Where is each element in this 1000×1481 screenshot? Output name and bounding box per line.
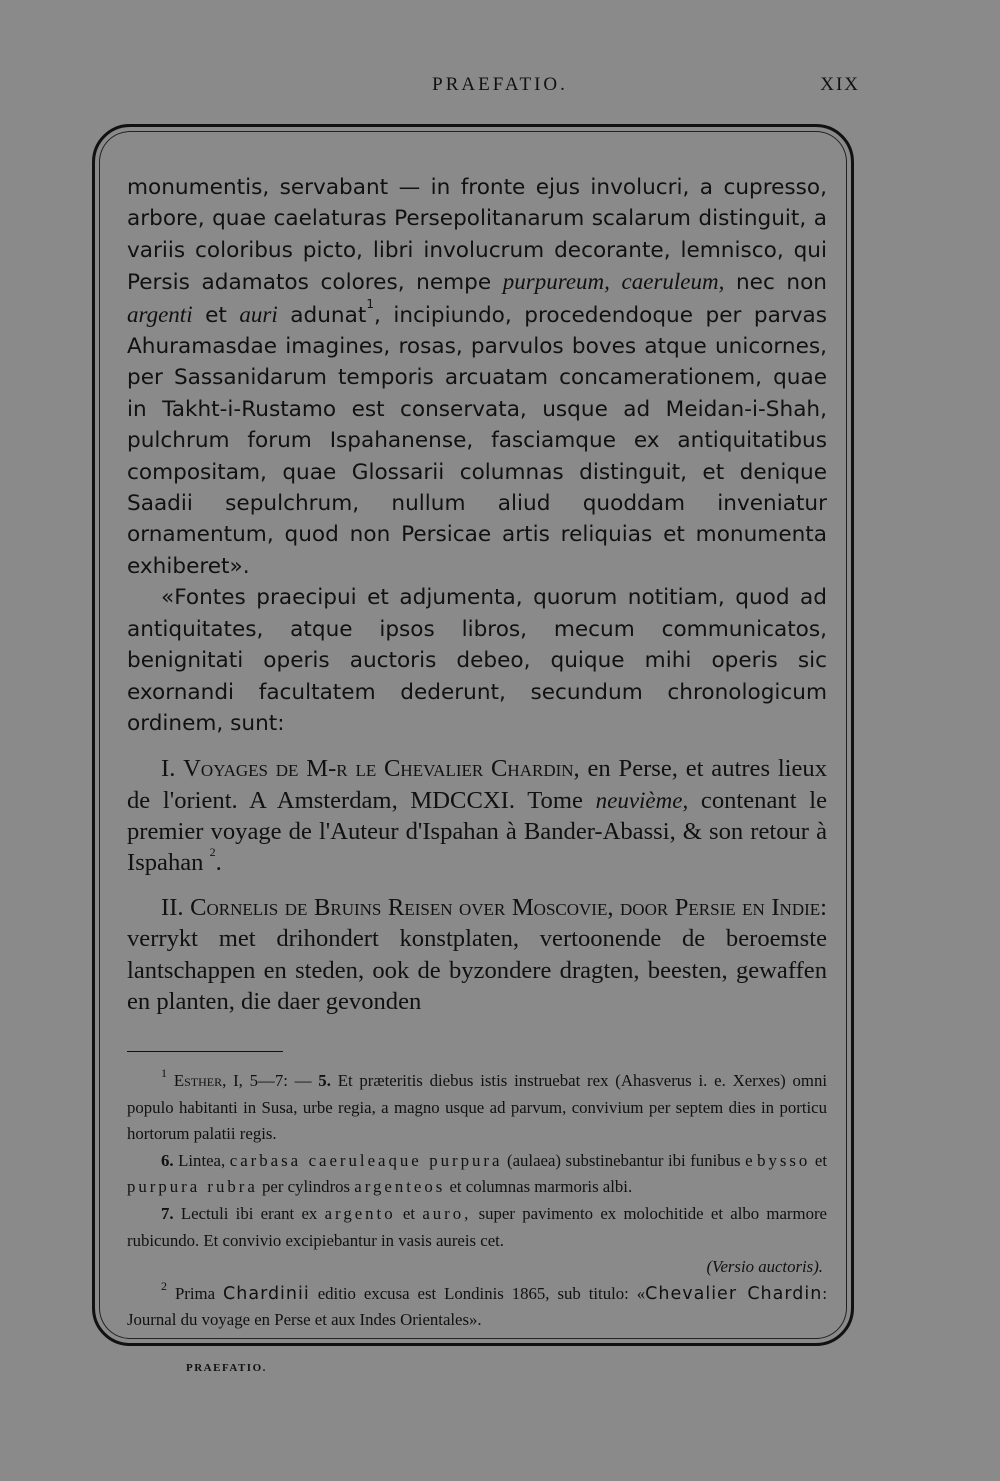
signature-mark: PRAEFATIO. xyxy=(186,1362,267,1374)
bibliography-entry-1: I. Voyages de M-r le Chevalier Chardin, en Perse, et autres lieux de l'orient. A Amsterdam, MDCCXI. Tome neuvième, contenant le premier voyage de l'Auteur d'Ispahan à Bander-Abassi, & son retour à Ispahan $^2$. xyxy=(127,755,827,876)
running-title: PRAEFATIO. xyxy=(432,74,568,95)
footnote-ref-1: 1 xyxy=(366,296,374,311)
paragraph-2: «Fontes praecipui et adjumenta, quorum notitiam, quod ad antiquitates, atque ipsos libros, mecum communicatos, benignitati operis auctoris debeo, quique mihi operis sic exornandi facultatem dederunt, secundum chronologicum ordinem, sunt: xyxy=(127,585,827,736)
paragraph-1: monumentis, servabant — in fronte ejus involucri, a cupresso, arbore, quae caelaturas Persepolitanarum scalarum distinguit, a variis coloribus picto, libri involucrum decorante, lemnisco, qui Persis adamatos colores, nempe purpureum, caeruleum, nec non argenti et auri adunat$^1$, incipiundo, procedendoque per parvas Ahuramasdae imagines, rosas, parvulos boves atque unicornes, per Sassanidarum temporis arcuatam concamerationem, quae in Takht-i-Rustamo est conservata, usque ad Meidan-i-Shah, pulchrum forum Ispahanense, fasciamque ex antiquitatibus compositam, quae Glossarii columnas distinguit, et denique Saadii sepulchrum, nullum aliud quoddam inveniatur ornamentum, quod non Persicae artis reliquias et monumenta exhiberet». xyxy=(127,175,828,579)
footnotes xyxy=(127,1065,828,1334)
page-header xyxy=(0,74,1000,100)
bibliography-entry-2: II. Cornelis de Bruins Reisen over Moscovie, door Persie en Indie: verrykt met drihondert konstplaten, vertoonende de beroemste lantschappen en steden, ook de byzondere dragten, beesten, gewaffen en planten, die daer gevonden xyxy=(127,894,827,1015)
footnote-ref-2: 2 xyxy=(209,844,216,859)
footnote-1-verse-6: 6. Lintea, carbasa caeruleaque purpura (aulaea) substinebantur ibi funibus e bysso et purpura rubra per cylindros argenteos et columnas marmoris albi. xyxy=(127,1150,827,1197)
footnote-1-verse-7: 7. Lectuli ibi erant ex argento et auro, super pavimento ex molochitide et albo marmore rubicundo. Et convivio excipiebantur in vasis aureis cet. xyxy=(127,1203,827,1250)
footnote-divider xyxy=(127,1051,283,1052)
page-body xyxy=(127,172,827,1334)
footnote-source: (Versio auctoris). xyxy=(706,1257,823,1277)
footnote-1: $^1$ Esther, I, 5—7: — 5. Et præteritis diebus istis instruebat rex (Ahasverus i. e. Xerxes) omni populo habitanti in Susa, urbe regia, a magno usque ad parvum, convivium per septem dies in porticu hortorum palatii regis. xyxy=(127,1065,828,1144)
page-number: XIX xyxy=(820,74,860,95)
footnote-2: $^2$ Prima Chardinii editio excusa est Londinis 1865, sub titulo: «Chevalier Chardin: Journal du voyage en Perse et aux Indes Orientales». xyxy=(127,1278,827,1330)
